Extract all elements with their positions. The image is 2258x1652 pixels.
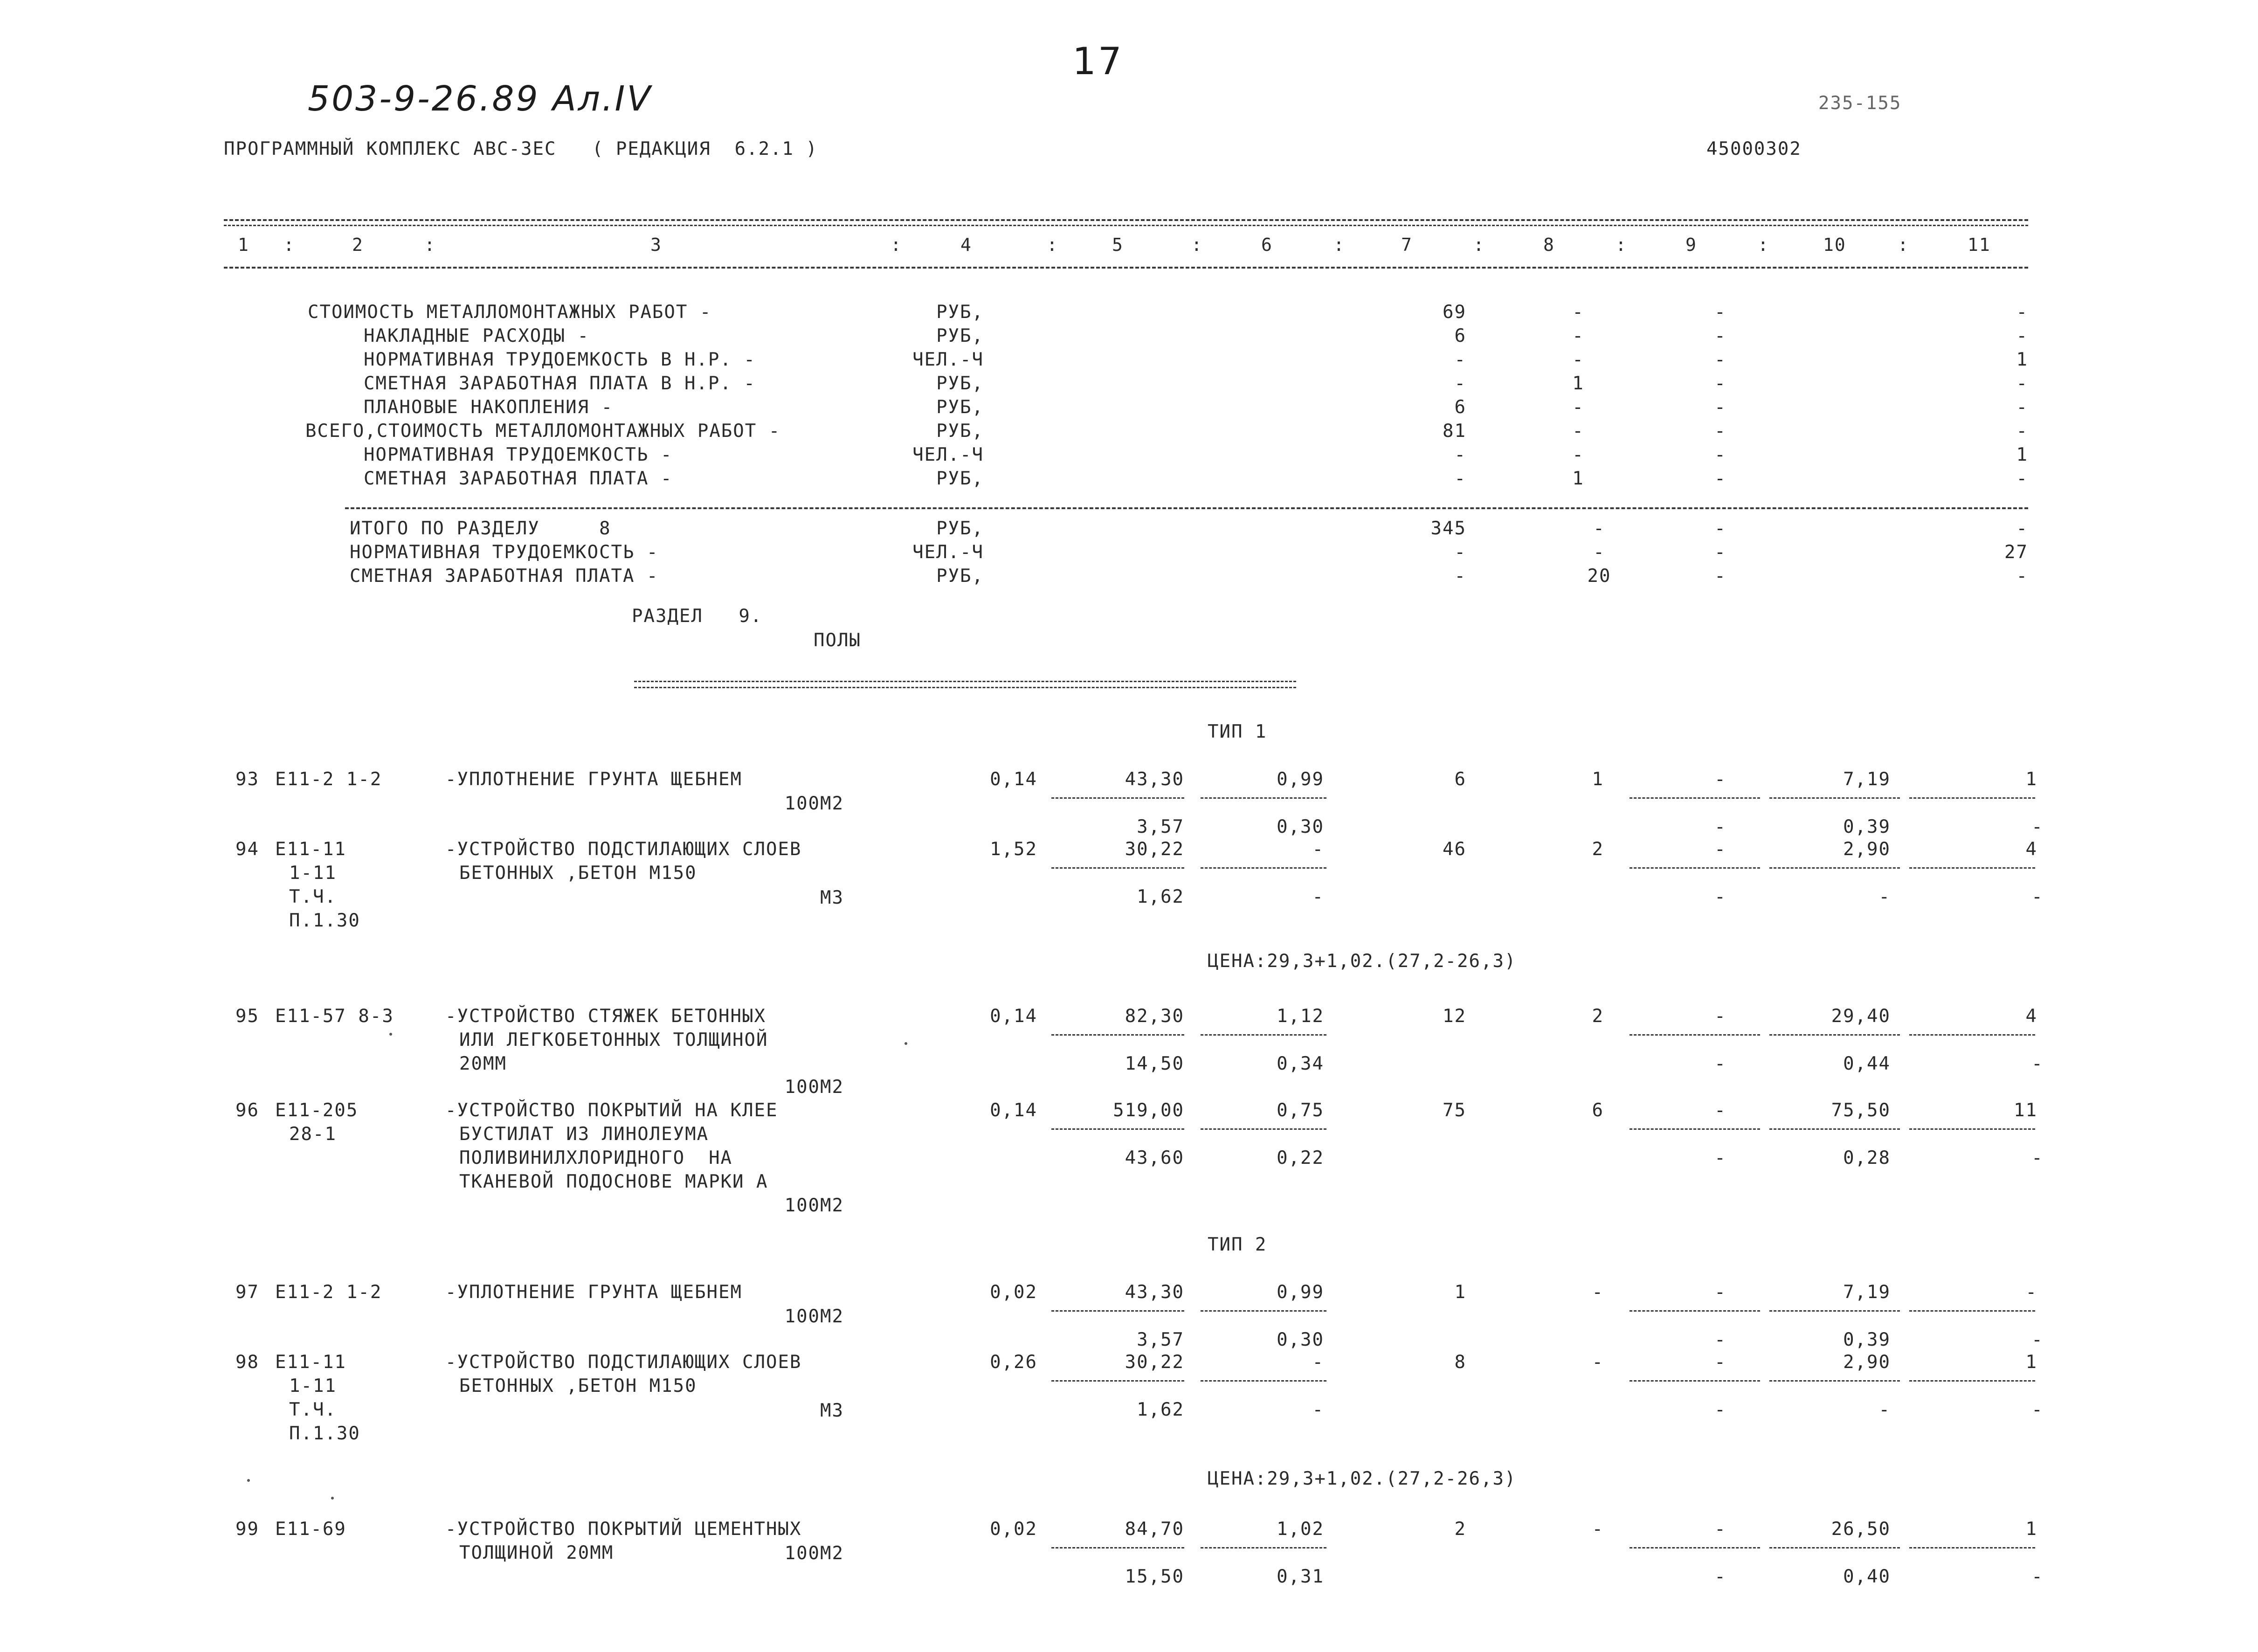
item-rule	[1769, 1380, 1900, 1382]
item-col-9: -	[1714, 1100, 1726, 1121]
item-total-wage: -	[1592, 1282, 1604, 1303]
item-total-cost: 46	[1443, 839, 1466, 860]
item-code: Е11-2 1-2	[275, 769, 382, 790]
item-rule	[1769, 1128, 1900, 1130]
item-labor-norm-sub: 0,39	[1843, 816, 1891, 837]
item-rule	[1630, 1128, 1760, 1130]
item-rule	[1630, 797, 1760, 799]
item-labor-total: 1	[2025, 769, 2037, 790]
item-total-wage: -	[1592, 1519, 1604, 1540]
summary-col-9: -	[1714, 468, 1726, 489]
item-machine: -	[1312, 839, 1324, 860]
col-6: 6	[1261, 235, 1273, 255]
summary-unit: РУБ,	[936, 325, 984, 346]
item-unit: 100М2	[784, 1306, 844, 1327]
item-quantity: 0,14	[990, 769, 1037, 790]
item-quantity: 0,26	[990, 1352, 1037, 1373]
summary-col-7: 6	[1454, 325, 1466, 346]
program-code: 45000302	[1706, 138, 1802, 159]
item-machine-wage: 0,34	[1277, 1053, 1324, 1074]
document-code: 503-9-26.89 Ал.IV	[308, 79, 652, 119]
item-rule	[1909, 1034, 2035, 1036]
col-sep: :	[1616, 235, 1627, 255]
item-total-cost: 75	[1443, 1100, 1466, 1121]
item-machine-wage: -	[1312, 886, 1324, 907]
item-machine: 1,12	[1277, 1006, 1324, 1027]
item-col-9-sub: -	[1714, 886, 1726, 907]
stray-mark	[389, 1033, 392, 1036]
item-col-9-sub: -	[1714, 1147, 1726, 1168]
item-rule	[1909, 867, 2035, 869]
item-rule	[1769, 1034, 1900, 1036]
item-description-line: ТОЛЩИНОЙ 20ММ	[459, 1542, 614, 1563]
item-unit-price: 30,22	[1125, 1352, 1184, 1373]
summary-col-7: -	[1454, 468, 1466, 489]
item-description: -УСТРОЙСТВО ПОКРЫТИЙ ЦЕМЕНТНЫХ	[445, 1519, 802, 1540]
item-rule	[1630, 1310, 1760, 1312]
item-quantity: 0,14	[990, 1006, 1037, 1027]
item-machine: 0,75	[1277, 1100, 1324, 1121]
item-code: Е11-11	[275, 1352, 346, 1373]
summary-unit: РУБ,	[936, 468, 984, 489]
item-rule	[1051, 1547, 1184, 1548]
item-labor-total: -	[2025, 1282, 2037, 1303]
item-labor-norm: 7,19	[1843, 769, 1891, 790]
header-rule-top	[224, 219, 2028, 221]
item-rule	[1201, 1128, 1326, 1130]
item-number: 95	[235, 1006, 259, 1027]
total-col-9: -	[1714, 542, 1726, 563]
summary-label: НОРМАТИВНАЯ ТРУДОЕМКОСТЬ -	[364, 444, 673, 465]
summary-col-8: 1	[1572, 468, 1584, 489]
summary-col-8: 1	[1572, 373, 1584, 394]
item-code-line: 28-1	[289, 1124, 337, 1145]
item-machine-wage: 0,31	[1277, 1566, 1324, 1587]
col-2: 2	[352, 235, 364, 255]
col-8: 8	[1543, 235, 1555, 255]
item-machine-wage: 0,30	[1277, 1329, 1324, 1350]
item-rule	[1051, 867, 1184, 869]
item-col-9: -	[1714, 1282, 1726, 1303]
item-unit-wage: 43,60	[1125, 1147, 1184, 1168]
item-unit-price: 84,70	[1125, 1519, 1184, 1540]
item-quantity: 1,52	[990, 839, 1037, 860]
item-quantity: 0,02	[990, 1282, 1037, 1303]
item-labor-total-sub: -	[2031, 1053, 2044, 1074]
price-note: ЦЕНА:29,3+1,02.(27,2-26,3)	[1208, 951, 1517, 972]
item-col-9: -	[1714, 1006, 1726, 1027]
item-labor-norm-sub: 0,40	[1843, 1566, 1891, 1587]
summary-label: НОРМАТИВНАЯ ТРУДОЕМКОСТЬ В Н.Р. -	[364, 349, 756, 370]
item-description-line: ПОЛИВИНИЛХЛОРИДНОГО НА	[459, 1147, 733, 1168]
item-labor-total-sub: -	[2031, 1329, 2044, 1350]
summary-label: СМЕТНАЯ ЗАРАБОТНАЯ ПЛАТА В Н.Р. -	[364, 373, 756, 394]
item-description: -УПЛОТНЕНИЕ ГРУНТА ЩЕБНЕМ	[445, 769, 742, 790]
item-rule	[1201, 1310, 1326, 1312]
item-unit: М3	[820, 1400, 844, 1421]
item-code: Е11-205	[275, 1100, 359, 1121]
summary-col-7: 81	[1443, 421, 1466, 442]
section-9-double-rule	[634, 681, 1296, 688]
item-labor-total: 11	[2014, 1100, 2037, 1121]
total-col-7: 345	[1430, 518, 1466, 539]
item-number: 93	[235, 769, 259, 790]
stray-mark	[247, 1479, 250, 1482]
program-title: ПРОГРАММНЫЙ КОМПЛЕКС АВС-3ЕС ( РЕДАКЦИЯ 6.2.1 )	[224, 138, 818, 159]
item-labor-total-sub: -	[2031, 1399, 2044, 1420]
col-sep: :	[1473, 235, 1485, 255]
item-unit-wage: 14,50	[1125, 1053, 1184, 1074]
item-rule	[1201, 1380, 1326, 1382]
item-labor-total: 1	[2025, 1352, 2037, 1373]
col-7: 7	[1401, 235, 1413, 255]
item-unit-wage: 1,62	[1137, 1399, 1184, 1420]
item-labor-norm-sub: -	[1878, 886, 1891, 907]
item-labor-total: 1	[2025, 1519, 2037, 1540]
item-rule	[1769, 1547, 1900, 1548]
item-code-line: П.1.30	[289, 910, 360, 931]
item-unit-price: 82,30	[1125, 1006, 1184, 1027]
item-unit-price: 30,22	[1125, 839, 1184, 860]
item-machine: 0,99	[1277, 769, 1324, 790]
total-col-8: -	[1593, 542, 1605, 563]
stray-mark	[331, 1497, 334, 1500]
total-label: ИТОГО ПО РАЗДЕЛУ 8	[350, 518, 611, 539]
item-code: Е11-11	[275, 839, 346, 860]
item-labor-total-sub: -	[2031, 1147, 2044, 1168]
col-sep: :	[283, 235, 295, 255]
item-rule	[1769, 1310, 1900, 1312]
item-unit-price: 43,30	[1125, 769, 1184, 790]
total-rule	[345, 507, 2028, 509]
header-rule-bottom	[224, 267, 2028, 269]
item-rule	[1630, 1547, 1760, 1548]
summary-col-9: -	[1714, 373, 1726, 394]
item-unit-wage: 3,57	[1137, 816, 1184, 837]
item-rule	[1909, 1547, 2035, 1548]
item-rule	[1769, 797, 1900, 799]
item-description-line: ТКАНЕВОЙ ПОДОСНОВЕ МАРКИ А	[459, 1171, 768, 1192]
item-labor-norm-sub: 0,39	[1843, 1329, 1891, 1350]
total-col-8: 20	[1587, 566, 1611, 587]
item-unit: 100М2	[784, 1543, 844, 1564]
item-rule	[1630, 1034, 1760, 1036]
summary-col-7: -	[1454, 444, 1466, 465]
item-unit: 100М2	[784, 793, 844, 814]
item-description: -УСТРОЙСТВО СТЯЖЕК БЕТОННЫХ	[445, 1006, 766, 1027]
item-col-9: -	[1714, 1352, 1726, 1373]
item-col-9-sub: -	[1714, 1399, 1726, 1420]
total-label: НОРМАТИВНАЯ ТРУДОЕМКОСТЬ -	[350, 542, 659, 563]
summary-col-9: -	[1714, 421, 1726, 442]
summary-unit: ЧЕЛ.-Ч	[912, 444, 984, 465]
summary-col-7: -	[1454, 373, 1466, 394]
item-rule	[1909, 1128, 2035, 1130]
item-description-line: 20ММ	[459, 1053, 507, 1074]
page-number: 17	[1072, 40, 1124, 83]
summary-label: СТОИМОСТЬ МЕТАЛЛОМОНТАЖНЫХ РАБОТ -	[308, 302, 712, 323]
price-note: ЦЕНА:29,3+1,02.(27,2-26,3)	[1208, 1468, 1517, 1489]
item-total-cost: 6	[1454, 769, 1466, 790]
item-rule	[1051, 1128, 1184, 1130]
item-machine-wage: 0,22	[1277, 1147, 1324, 1168]
section-9-title: РАЗДЕЛ 9.	[632, 606, 763, 627]
item-total-wage: 6	[1592, 1100, 1604, 1121]
item-description-line: БЕТОННЫХ ,БЕТОН М150	[459, 1376, 697, 1396]
summary-col-7: 69	[1443, 302, 1466, 323]
summary-label: СМЕТНАЯ ЗАРАБОТНАЯ ПЛАТА -	[364, 468, 673, 489]
summary-label: НАКЛАДНЫЕ РАСХОДЫ -	[364, 325, 590, 346]
total-unit: ЧЕЛ.-Ч	[912, 542, 984, 563]
summary-col-11: -	[2016, 373, 2028, 394]
item-labor-total: 4	[2025, 1006, 2037, 1027]
item-rule	[1909, 1310, 2035, 1312]
item-code: Е11-69	[275, 1519, 346, 1540]
item-code-line: Т.Ч.	[289, 1399, 337, 1420]
summary-col-11: -	[2016, 468, 2028, 489]
item-rule	[1630, 1380, 1760, 1382]
summary-col-11: -	[2016, 302, 2028, 323]
summary-col-11: -	[2016, 397, 2028, 418]
summary-col-8: -	[1572, 302, 1584, 323]
summary-unit: РУБ,	[936, 373, 984, 394]
item-labor-norm: 75,50	[1831, 1100, 1891, 1121]
summary-col-7: -	[1454, 349, 1466, 370]
item-description-line: ИЛИ ЛЕГКОБЕТОННЫХ ТОЛЩИНОЙ	[459, 1030, 768, 1051]
item-rule	[1201, 867, 1326, 869]
item-col-9-sub: -	[1714, 1329, 1726, 1350]
total-col-7: -	[1454, 566, 1466, 587]
item-rule	[1051, 797, 1184, 799]
item-labor-total: 4	[2025, 839, 2037, 860]
type-1-label: ТИП 1	[1208, 721, 1267, 742]
item-description-line: БУСТИЛАТ ИЗ ЛИНОЛЕУМА	[459, 1124, 709, 1145]
summary-col-8: -	[1572, 421, 1584, 442]
total-label: СМЕТНАЯ ЗАРАБОТНАЯ ПЛАТА -	[350, 566, 659, 587]
summary-label: ВСЕГО,СТОИМОСТЬ МЕТАЛЛОМОНТАЖНЫХ РАБОТ -	[305, 421, 781, 442]
item-rule	[1051, 1380, 1184, 1382]
item-col-9-sub: -	[1714, 816, 1726, 837]
summary-col-8: -	[1572, 444, 1584, 465]
item-code-line: 1-11	[289, 863, 337, 884]
item-description: -УСТРОЙСТВО ПОКРЫТИЙ НА КЛЕЕ	[445, 1100, 778, 1121]
summary-col-7: 6	[1454, 397, 1466, 418]
item-rule	[1630, 867, 1760, 869]
item-rule	[1201, 1547, 1326, 1548]
type-2-label: ТИП 2	[1208, 1234, 1267, 1255]
col-sep: :	[1047, 235, 1058, 255]
item-unit-wage: 3,57	[1137, 1329, 1184, 1350]
item-col-9: -	[1714, 1519, 1726, 1540]
item-total-cost: 1	[1454, 1282, 1466, 1303]
item-quantity: 0,14	[990, 1100, 1037, 1121]
item-unit-price: 519,00	[1113, 1100, 1184, 1121]
item-code: Е11-2 1-2	[275, 1282, 382, 1303]
item-col-9: -	[1714, 769, 1726, 790]
total-col-11: -	[2016, 566, 2028, 587]
col-sep: :	[1191, 235, 1203, 255]
item-total-cost: 8	[1454, 1352, 1466, 1373]
item-labor-norm: 29,40	[1831, 1006, 1891, 1027]
total-col-11: 27	[2004, 542, 2028, 563]
item-rule	[1909, 797, 2035, 799]
item-labor-total-sub: -	[2031, 886, 2044, 907]
item-rule	[1201, 1034, 1326, 1036]
item-unit-wage: 15,50	[1125, 1566, 1184, 1587]
item-machine: 0,99	[1277, 1282, 1324, 1303]
summary-unit: РУБ,	[936, 421, 984, 442]
item-machine-wage: 0,30	[1277, 816, 1324, 837]
item-labor-norm-sub: -	[1878, 1399, 1891, 1420]
summary-col-9: -	[1714, 349, 1726, 370]
item-labor-norm: 2,90	[1843, 839, 1891, 860]
stray-mark	[905, 1042, 907, 1045]
total-unit: РУБ,	[936, 566, 984, 587]
item-total-wage: 1	[1592, 769, 1604, 790]
item-unit: 100М2	[784, 1195, 844, 1216]
summary-unit: РУБ,	[936, 397, 984, 418]
item-rule	[1201, 797, 1326, 799]
item-unit-wage: 1,62	[1137, 886, 1184, 907]
item-total-wage: -	[1592, 1352, 1604, 1373]
item-rule	[1051, 1310, 1184, 1312]
col-sep: :	[1333, 235, 1345, 255]
item-description: -УСТРОЙСТВО ПОДСТИЛАЮЩИХ СЛОЕВ	[445, 839, 802, 860]
item-col-9: -	[1714, 839, 1726, 860]
item-code: Е11-57 8-3	[275, 1006, 394, 1027]
header-rule-top-2	[224, 225, 2028, 226]
item-description-line: БЕТОННЫХ ,БЕТОН М150	[459, 863, 697, 884]
item-number: 98	[235, 1352, 259, 1373]
col-9: 9	[1685, 235, 1697, 255]
summary-unit: ЧЕЛ.-Ч	[912, 349, 984, 370]
summary-col-11: -	[2016, 325, 2028, 346]
item-col-9-sub: -	[1714, 1053, 1726, 1074]
item-number: 99	[235, 1519, 259, 1540]
item-machine: 1,02	[1277, 1519, 1324, 1540]
summary-col-11: -	[2016, 421, 2028, 442]
item-unit: М3	[820, 887, 844, 908]
item-quantity: 0,02	[990, 1519, 1037, 1540]
item-machine-wage: -	[1312, 1399, 1324, 1420]
summary-col-8: -	[1572, 397, 1584, 418]
item-machine: -	[1312, 1352, 1324, 1373]
item-code-line: 1-11	[289, 1376, 337, 1396]
item-rule	[1051, 1034, 1184, 1036]
item-code-line: Т.Ч.	[289, 886, 337, 907]
item-labor-norm-sub: 0,44	[1843, 1053, 1891, 1074]
item-description: -УПЛОТНЕНИЕ ГРУНТА ЩЕБНЕМ	[445, 1282, 742, 1303]
total-col-11: -	[2016, 518, 2028, 539]
summary-col-8: -	[1572, 325, 1584, 346]
item-description: -УСТРОЙСТВО ПОДСТИЛАЮЩИХ СЛОЕВ	[445, 1352, 802, 1373]
col-sep: :	[1898, 235, 1909, 255]
col-5: 5	[1112, 235, 1124, 255]
item-labor-total-sub: -	[2031, 816, 2044, 837]
summary-col-11: 1	[2016, 444, 2028, 465]
summary-unit: РУБ,	[936, 302, 984, 323]
section-9-name: ПОЛЫ	[814, 630, 861, 651]
col-10: 10	[1823, 235, 1846, 255]
item-col-9-sub: -	[1714, 1566, 1726, 1587]
item-total-wage: 2	[1592, 839, 1604, 860]
total-unit: РУБ,	[936, 518, 984, 539]
item-labor-norm: 2,90	[1843, 1352, 1891, 1373]
item-labor-norm-sub: 0,28	[1843, 1147, 1891, 1168]
item-code-line: П.1.30	[289, 1423, 360, 1444]
item-number: 94	[235, 839, 259, 860]
col-1: 1	[238, 235, 249, 255]
summary-col-9: -	[1714, 444, 1726, 465]
item-total-wage: 2	[1592, 1006, 1604, 1027]
summary-col-11: 1	[2016, 349, 2028, 370]
col-sep: :	[891, 235, 902, 255]
item-labor-total-sub: -	[2031, 1566, 2044, 1587]
archive-stamp: 235-155	[1818, 93, 1902, 114]
total-col-9: -	[1714, 566, 1726, 587]
total-col-8: -	[1593, 518, 1605, 539]
item-number: 96	[235, 1100, 259, 1121]
col-11: 11	[1968, 235, 1991, 255]
summary-label: ПЛАНОВЫЕ НАКОПЛЕНИЯ -	[364, 397, 614, 418]
item-rule	[1769, 867, 1900, 869]
summary-col-9: -	[1714, 397, 1726, 418]
col-sep: :	[1758, 235, 1769, 255]
item-total-cost: 12	[1443, 1006, 1466, 1027]
col-3: 3	[650, 235, 662, 255]
item-unit-price: 43,30	[1125, 1282, 1184, 1303]
summary-col-8: -	[1572, 349, 1584, 370]
item-labor-norm: 7,19	[1843, 1282, 1891, 1303]
col-sep: :	[424, 235, 436, 255]
col-4: 4	[960, 235, 972, 255]
summary-col-9: -	[1714, 302, 1726, 323]
total-col-9: -	[1714, 518, 1726, 539]
item-total-cost: 2	[1454, 1519, 1466, 1540]
total-col-7: -	[1454, 542, 1466, 563]
summary-col-9: -	[1714, 325, 1726, 346]
item-labor-norm: 26,50	[1831, 1519, 1891, 1540]
item-rule	[1909, 1380, 2035, 1382]
item-unit: 100М2	[784, 1077, 844, 1098]
item-number: 97	[235, 1282, 259, 1303]
